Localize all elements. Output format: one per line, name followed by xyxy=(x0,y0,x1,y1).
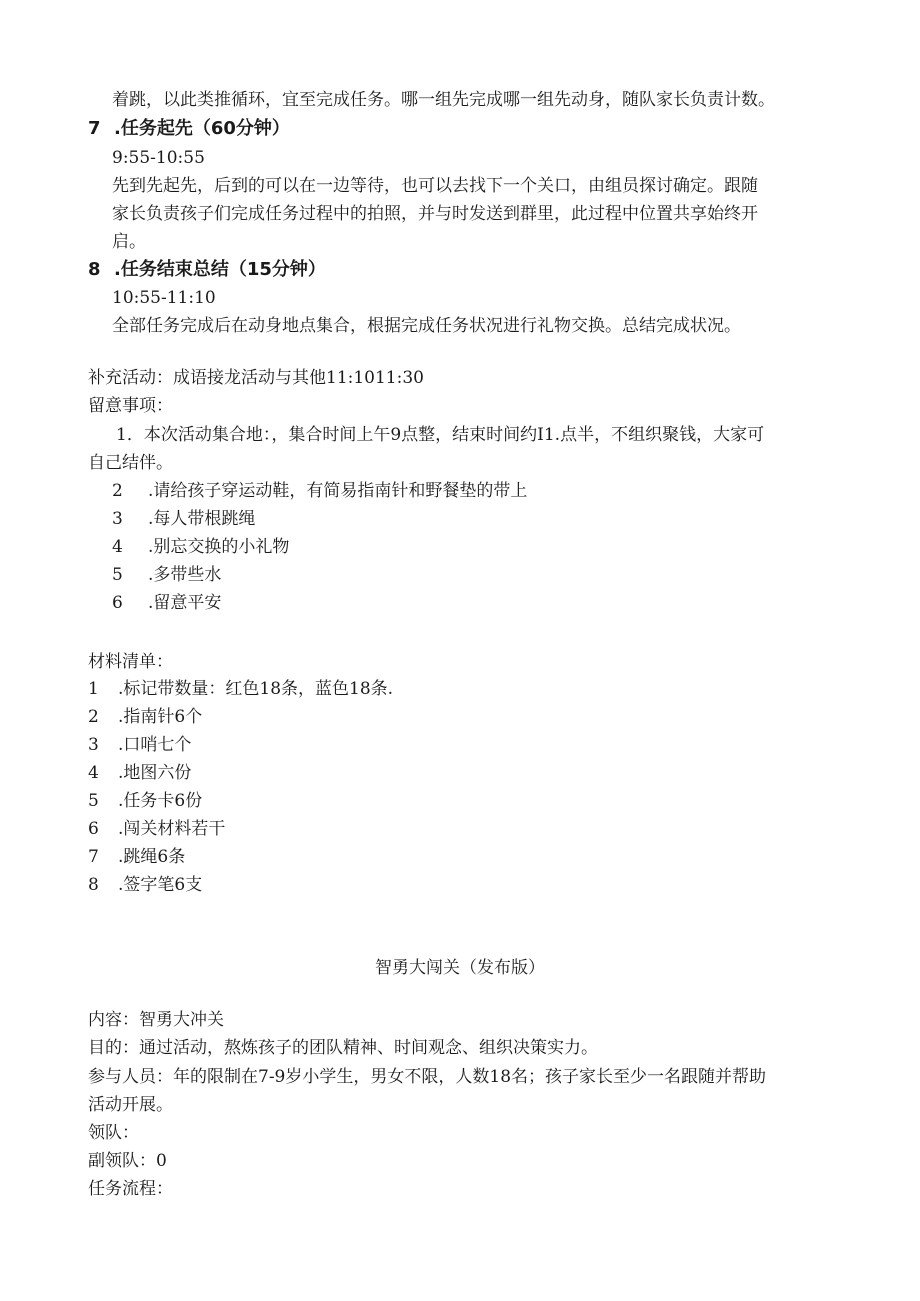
materials-title: 材料清单： xyxy=(88,652,173,672)
release-title: 智勇大闯关（发布版） xyxy=(375,958,545,978)
release-participants-line: 活动开展。 xyxy=(88,1095,173,1115)
notes-title: 留意事项： xyxy=(88,396,173,416)
section-7-time: 9:55-10:55 xyxy=(112,148,205,168)
section-7-number: 7 xyxy=(88,118,101,139)
section-8-title: .任务结束总结（15分钟） xyxy=(114,259,326,280)
notes-item: 6 .留意平安 xyxy=(112,593,222,613)
release-leader: 领队： xyxy=(88,1123,139,1143)
release-process: 任务流程： xyxy=(88,1179,173,1199)
notes-item-1-cont: 自己结伴。 xyxy=(88,453,173,473)
notes-item: 3 .每人带根跳绳 xyxy=(112,509,256,529)
section-7-body-line: 家长负责孩子们完成任务过程中的拍照，并与时发送到群里，此过程中位置共享始终开 xyxy=(112,204,758,224)
section-7-title: .任务起先（60分钟） xyxy=(114,118,290,139)
notes-item: 4 .别忘交换的小礼物 xyxy=(112,537,290,557)
section-7-body-line: 先到先起先，后到的可以在一边等待，也可以去找下一个关口，由组员探讨确定。跟随 xyxy=(112,176,758,196)
materials-item: 2 .指南针6个 xyxy=(88,707,203,727)
notes-item-1: 1．本次活动集合地：，集合时间上午9点整，结束时间约I1.点半，不组织聚钱，大家可 xyxy=(116,425,765,445)
materials-item: 6 .闯关材料若干 xyxy=(88,819,226,839)
materials-item: 3 .口哨七个 xyxy=(88,735,192,755)
continuation-text: 着跳，以此类推循环，宜至完成任务。哪一组先完成哪一组先动身，随队家长负责计数。 xyxy=(112,90,775,110)
section-7-body-line: 启。 xyxy=(112,232,146,252)
supplement-activity: 补充活动：成语接龙活动与其他11:1011:30 xyxy=(88,368,424,388)
notes-item: 2 .请给孩子穿运动鞋，有简易指南针和野餐垫的带上 xyxy=(112,481,528,501)
release-participants-line: 参与人员：年的限制在7-9岁小学生，男女不限，人数18名；孩子家长至少一名跟随并帮助 xyxy=(88,1067,767,1087)
section-7-heading xyxy=(88,116,290,142)
materials-item: 7 .跳绳6条 xyxy=(88,847,186,867)
section-8-heading xyxy=(88,257,326,283)
notes-item: 5 .多带些水 xyxy=(112,565,222,585)
section-8-body: 全部任务完成后在动身地点集合，根据完成任务状况进行礼物交换。总结完成状况。 xyxy=(112,316,741,336)
materials-item: 8 .签字笔6支 xyxy=(88,875,203,895)
release-vice-leader: 副领队：0 xyxy=(88,1151,167,1171)
materials-item: 5 .任务卡6份 xyxy=(88,791,203,811)
materials-item: 1 .标记带数量：红色18条，蓝色18条. xyxy=(88,679,394,699)
release-purpose: 目的：通过活动，熬炼孩子的团队精神、时间观念、组织决策实力。 xyxy=(88,1038,598,1058)
materials-item: 4 .地图六份 xyxy=(88,763,192,783)
section-8-time: 10:55-11:10 xyxy=(112,288,216,308)
release-content: 内容：智勇大冲关 xyxy=(88,1010,224,1030)
section-8-number: 8 xyxy=(88,259,101,280)
